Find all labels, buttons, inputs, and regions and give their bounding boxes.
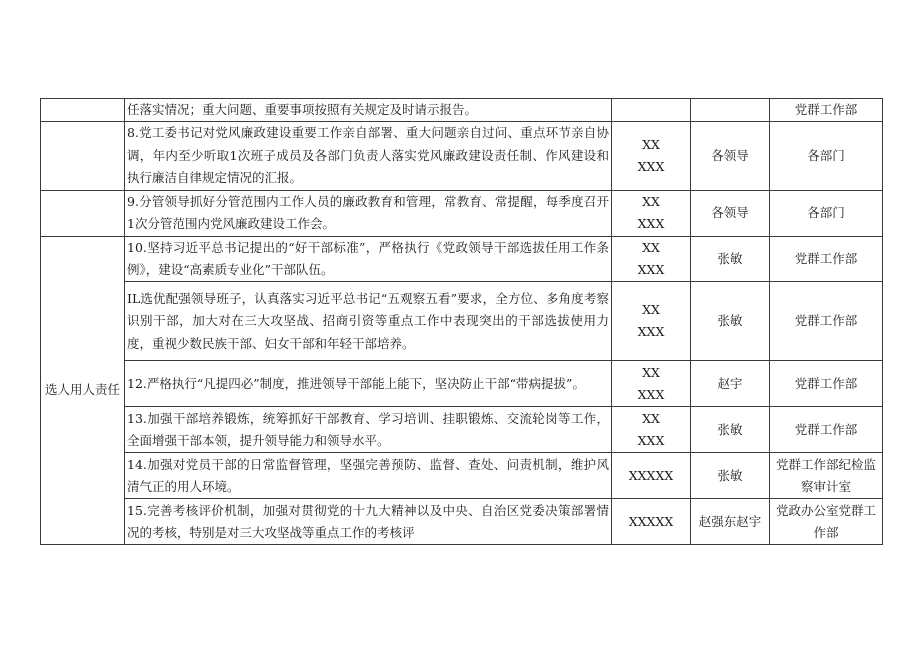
content-cell: 14.加强对党员干部的日常监督管理，坚强完善预防、监督、查处、问责机制，维护风清气正的用人环境。 (125, 453, 612, 499)
dept-cell: 各部门 (770, 190, 883, 236)
leader-cell: 赵强东赵宇 (691, 499, 770, 545)
leader-cell: 各领导 (691, 190, 770, 236)
content-cell: 10.坚持习近平总书记提出的“好干部标准”，严格执行《党政领导干部选拔任用工作条例》，建设“高素质专业化”干部队伍。 (125, 236, 612, 282)
content-cell: IL选优配强领导班子，认真落实习近平总书记“五观察五看”要求，全方位、多角度考察识别干部，加大对在三大攻坚战、招商引资等重点工作中表现突出的干部选拔使用力度，重视少数民族干部、妇女干部和年轻干部培养。 (125, 282, 612, 361)
leader-cell: 张敏 (691, 282, 770, 361)
content-cell: 任落实情况；重大问题、重要事项按照有关规定及时请示报告。 (125, 99, 612, 122)
table-row (41, 407, 883, 453)
leader-cell (691, 99, 770, 122)
time-cell: XXXXX (612, 499, 691, 545)
content-cell: 15.完善考核评价机制，加强对贯彻党的十九大精神以及中央、自治区党委决策部署情况的考核，特别是对三大攻坚战等重点工作的考核评 (125, 499, 612, 545)
dept-cell: 党群工作部 (770, 236, 883, 282)
content-cell: 9.分管领导抓好分管范围内工作人员的廉政教育和管理，常教育、常提醒，每季度召开1次分管范围内党风廉政建设工作会。 (125, 190, 612, 236)
leader-cell: 张敏 (691, 407, 770, 453)
time-cell: XX XXX (612, 407, 691, 453)
leader-cell: 赵宇 (691, 361, 770, 407)
dept-cell: 党群工作部 (770, 407, 883, 453)
time-cell (612, 99, 691, 122)
responsibility-table (40, 98, 883, 545)
table-row (41, 361, 883, 407)
time-cell: XXXXX (612, 453, 691, 499)
dept-cell: 党政办公室党群工作部 (770, 499, 883, 545)
dept-cell: 各部门 (770, 122, 883, 190)
table-row (41, 236, 883, 282)
time-cell: XX XXX (612, 190, 691, 236)
category-cell: 选人用人责任 (41, 236, 125, 545)
table-row (41, 122, 883, 190)
dept-cell: 党群工作部 (770, 99, 883, 122)
content-cell: 13.加强干部培养锻炼，统筹抓好干部教育、学习培训、挂职锻炼、交流轮岗等工作，全面增强干部本领，提升领导能力和领导水平。 (125, 407, 612, 453)
table-row (41, 282, 883, 361)
category-cell-blank (41, 122, 125, 190)
table-row (41, 99, 883, 122)
time-cell: XX XXX (612, 236, 691, 282)
leader-cell: 张敏 (691, 453, 770, 499)
content-cell: 12.严格执行“凡提四必”制度，推进领导干部能上能下，坚决防止干部“带病提拔”。 (125, 361, 612, 407)
table-row (41, 499, 883, 545)
time-cell: XX XXX (612, 122, 691, 190)
content-cell: 8.党工委书记对党风廉政建设重要工作亲自部署、重大问题亲自过问、重点环节亲自协调，年内至少听取1次班子成员及各部门负责人落实党风廉政建设责任制、作风建设和执行廉洁自律规定情况的汇报。 (125, 122, 612, 190)
table-row (41, 190, 883, 236)
category-cell-blank (41, 190, 125, 236)
dept-cell: 党群工作部纪检监察审计室 (770, 453, 883, 499)
dept-cell: 党群工作部 (770, 282, 883, 361)
dept-cell: 党群工作部 (770, 361, 883, 407)
time-cell: XX XXX (612, 361, 691, 407)
time-cell: XX XXX (612, 282, 691, 361)
leader-cell: 各领导 (691, 122, 770, 190)
leader-cell: 张敏 (691, 236, 770, 282)
category-cell-blank (41, 99, 125, 122)
table-row (41, 453, 883, 499)
